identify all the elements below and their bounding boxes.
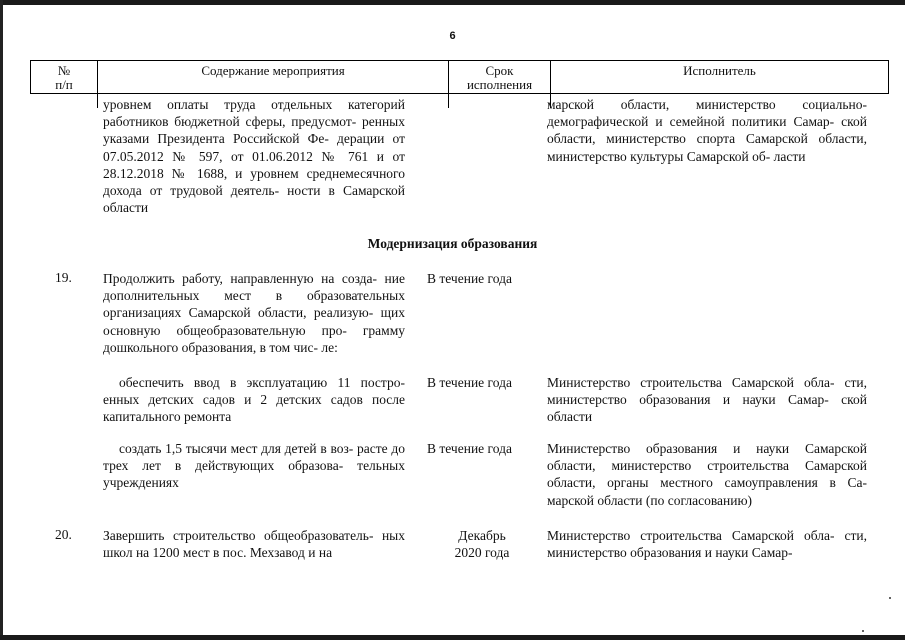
row-deadline (427, 527, 537, 561)
row-content: создать 1,5 тысячи мест для детей в воз- расте до трех лет в действующих образова- тельных учреждениях (103, 441, 405, 491)
row-executor: Министерство строительства Самарской обла- сти, министерство образования и науки Самар- (547, 528, 867, 561)
section-title: Модернизация образования (367, 236, 538, 251)
row-executor: Министерство образования и науки Самарской области, министерство строительства Самарской области, органы местного самоуправления в Са- марской области (по согласованию) (547, 441, 867, 508)
row-deadline-line2: 2020 года (454, 545, 510, 561)
row-number: 20. (55, 527, 72, 542)
header-executor-label: Исполнитель (683, 63, 756, 78)
header-content-cell (98, 61, 449, 93)
page-number: 6 (449, 30, 456, 42)
continued-executor: марской области, министерство социально- демографической и семейной политики Самар- ской области, министерство спорта Самарской области, министерство культуры Самарской об- ласти (547, 97, 867, 164)
header-deadline-line2: исполнения (466, 77, 533, 92)
header-num-line1: № (57, 63, 71, 78)
header-deadline-cell (449, 61, 551, 93)
table-header (30, 60, 889, 94)
header-num-line2: п/п (55, 77, 73, 92)
scan-left-edge (0, 0, 3, 640)
header-executor-cell (551, 61, 888, 93)
scan-speck (889, 597, 891, 599)
column-divider (448, 94, 449, 108)
header-content-label: Содержание мероприятия (201, 63, 345, 78)
row-deadline-line1: Декабрь (458, 528, 506, 543)
row-deadline: В течение года (427, 375, 512, 390)
row-content: Продолжить работу, направленную на созда- ние дополнительных мест в образовательных организациях Самарской области, реализую- щих основную общеобразовательную про- грамму дошкольного образования, в том чис- ле: (103, 271, 405, 355)
column-divider (97, 94, 98, 108)
row-deadline: В течение года (427, 441, 512, 456)
row-executor: Министерство строительства Самарской обла- сти, министерство образования и науки Самар- ской области (547, 375, 867, 425)
scan-top-border (0, 0, 905, 5)
row-number: 19. (55, 270, 72, 285)
row-content: обеспечить ввод в эксплуатацию 11 постро- енных детских садов и 2 детских садов после капитального ремонта (103, 375, 405, 425)
continued-content: уровнем оплаты труда отдельных категорий работников бюджетной сферы, предусмот- ренных указами Президента Российской Фе- дерации от 07.05.2012 № 597, от 01.06.2012 № 761 и от 28.12.2018 № 1688, и уровнем среднемесячного дохода от трудовой деятель- ности в Самарской области (103, 97, 405, 216)
row-deadline: В течение года (427, 271, 512, 286)
scan-speck (862, 630, 864, 632)
header-deadline-line1: Срок (485, 63, 514, 78)
header-num-cell (31, 61, 98, 93)
scan-bottom-border (0, 635, 905, 640)
row-content: Завершить строительство общеобразователь- ных школ на 1200 мест в пос. Мехзавод и на (103, 528, 405, 561)
